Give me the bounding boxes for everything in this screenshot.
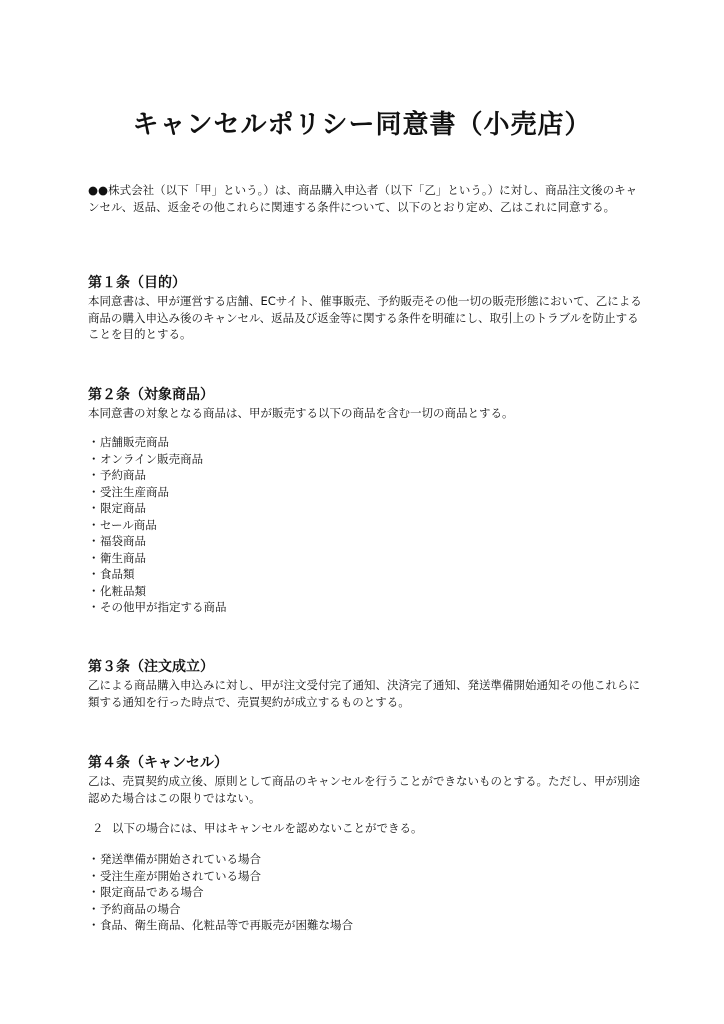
list-item: ・ 食品類	[88, 566, 648, 583]
list-item: ・ 店舗販売商品	[88, 434, 648, 451]
list-item: ・ 発送準備が開始されている場合	[88, 851, 648, 868]
list-item: ・ 受注生産商品	[88, 484, 648, 501]
document-title: キャンセルポリシー同意書（小売店）	[132, 110, 592, 140]
list-item: ・ オンライン販売商品	[88, 451, 648, 468]
list-item: ・ 化粧品類	[88, 583, 648, 600]
list-item: ・ 限定商品	[88, 500, 648, 517]
list-item: ・ 予約商品	[88, 467, 648, 484]
article-2-heading: 第２条（対象商品）	[88, 387, 214, 403]
article-3-heading: 第３条（注文成立）	[88, 659, 214, 675]
list-item: ・ 予約商品の場合	[88, 901, 648, 918]
article-4-body: 乙は、売買契約成立後、原則として商品のキャンセルを行うことができないものとする。ただし、甲が別途認めた場合はこの限りではない。	[88, 774, 640, 805]
list-item: ・ 衛生商品	[88, 550, 648, 567]
paragraph-number: ２	[92, 821, 104, 835]
intro-paragraph: ●●株式会社（以下「甲」という。）は、商品購入申込者（以下「乙」という。）に対し、商品注文後のキャンセル、返品、返金その他これらに関連する条件について、以下のとおり定め、乙はこれに同意する。	[88, 183, 638, 214]
article-1-body: 本同意書は、甲が運営する店舗、ECサイト、催事販売、予約販売その他一切の販売形態において、乙による商品の購入申込み後のキャンセル、返品及び返金等に関する条件を明確にし、取引上のトラブルを防止することを目的とする。	[88, 294, 642, 341]
article-4-heading: 第４条（キャンセル）	[88, 755, 228, 771]
article-4-item-list	[88, 851, 648, 934]
article-4-paragraph-2	[92, 820, 652, 837]
article-2-body: 本同意書の対象となる商品は、甲が販売する以下の商品を含む一切の商品とする。	[88, 406, 514, 420]
list-item: ・ 食品、衛生商品、化粧品等で再販売が困難な場合	[88, 917, 648, 934]
list-item: ・ 福袋商品	[88, 533, 648, 550]
article-1-heading: 第１条（目的）	[88, 275, 186, 291]
list-item: ・ 受注生産が開始されている場合	[88, 868, 648, 885]
paragraph-text: 以下の場合には、甲はキャンセルを認めないことができる。	[112, 821, 423, 835]
list-item: ・ 限定商品である場合	[88, 884, 648, 901]
list-item: ・ セール商品	[88, 517, 648, 534]
article-3-body: 乙による商品購入申込みに対し、甲が注文受付完了通知、決済完了通知、発送準備開始通知その他これらに類する通知を行った時点で、売買契約が成立するものとする。	[88, 678, 640, 709]
list-item: ・ その他甲が指定する商品	[88, 599, 648, 616]
article-2-item-list	[88, 434, 648, 616]
